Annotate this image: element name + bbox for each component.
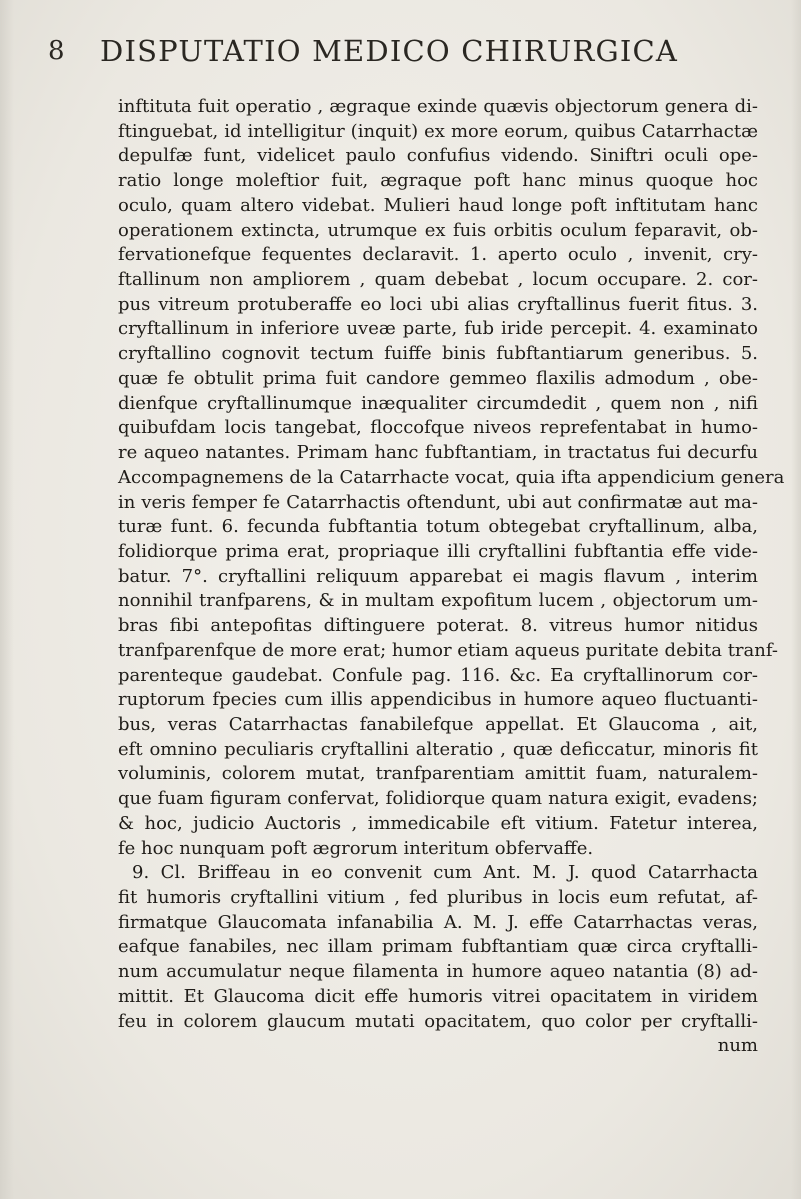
- text-line: cryftallino cognovit tectum fuiffe binis fubftantiarum generibus. 5.: [118, 343, 758, 365]
- text-line: & hoc, judicio Auctoris , immedicabile eft vitium. Fatetur interea,: [118, 812, 758, 834]
- text-line: ftallinum non ampliorem , quam debebat , locum occupare. 2. cor-: [118, 269, 758, 291]
- page-number: 8: [48, 36, 66, 66]
- page-right-shadow: [791, 0, 801, 1199]
- text-line: firmatque Glaucomata infanabilia A. M. J. effe Catarrhactas veras,: [118, 911, 758, 933]
- text-line: num accumulatur neque filamenta in humore aqueo natantia (8) ad-: [118, 961, 758, 983]
- text-line: in veris femper fe Catarrhactis oftendunt, ubi aut confirmatæ aut ma-: [118, 491, 758, 513]
- text-line: operationem extincta, utrumque ex fuis orbitis oculum feparavit, ob-: [118, 219, 758, 241]
- text-line: ruptorum fpecies cum illis appendicibus in humore aqueo fluctuanti-: [118, 689, 758, 711]
- text-line: turæ funt. 6. fecunda fubftantia totum obtegebat cryftallinum, alba,: [118, 516, 758, 538]
- text-line: oculo, quam altero videbat. Mulieri haud longe poft inftitutam hanc: [118, 194, 758, 216]
- text-line: quæ fe obtulit prima fuit candore gemmeo flaxilis admodum , obe-: [118, 367, 758, 389]
- text-line: depulfæ funt, videlicet paulo confufius videndo. Siniftri oculi ope-: [118, 145, 758, 167]
- text-line: feu in colorem glaucum mutati opacitatem, quo color per cryftalli-: [118, 1010, 758, 1032]
- text-line: ratio longe moleftior fuit, ægraque poft hanc minus quoque hoc: [118, 170, 758, 192]
- text-line: fit humoris cryftallini vitium , fed pluribus in locis eum refutat, af-: [118, 887, 758, 908]
- text-line: eft omnino peculiaris cryftallini alteratio , quæ deficcatur, minoris fit: [118, 738, 758, 760]
- text-line: folidiorque prima erat, propriaque illi cryftallini fubftantia effe vide-: [118, 540, 758, 562]
- running-head: [48, 34, 741, 74]
- text-line: Accompagnemens de la Catarrhacte vocat, quia ifta appendicium genera: [118, 466, 785, 488]
- text-line: 9. Cl. Briffeau in eo convenit cum Ant. M. J. quod Catarrhacta: [132, 862, 758, 884]
- text-line: dienfque cryftallinumque inæqualiter circumdedit , quem non , nifi: [118, 392, 758, 414]
- text-line: ftinguebat, id intelligitur (inquit) ex more eorum, quibus Catarrhactæ: [118, 120, 758, 142]
- text-line: quibufdam locis tangebat, floccofque niveos reprefentabat in humo-: [118, 417, 758, 439]
- text-line: inftituta fuit operatio , ægraque exinde quævis objectorum genera di-: [118, 96, 758, 117]
- running-title: DISPUTATIO MEDICO CHIRURGICA: [100, 34, 679, 68]
- body-text: [118, 95, 785, 1059]
- text-line: pus vitreum protuberaffe eo loci ubi alias cryftallinus fuerit fitus. 3.: [118, 293, 758, 315]
- text-line: fervationefque fequentes declaravit. 1. aperto oculo , invenit, cry-: [118, 244, 758, 266]
- text-line: tranfparenfque de more erat; humor etiam aqueus puritate debita tranf-: [118, 639, 778, 661]
- text-line: bras fibi antepofitas diftinguere poterat. 8. vitreus humor nitidus: [118, 615, 758, 637]
- text-line: re aqueo natantes. Primam hanc fubftantiam, in tractatus fui decurfu: [118, 442, 758, 464]
- text-line: bus, veras Catarrhactas fanabilefque appellat. Et Glaucoma , ait,: [118, 713, 758, 735]
- text-line: batur. 7°. cryftallini reliquum apparebat ei magis flavum , interim: [118, 565, 758, 587]
- page-left-shadow: [0, 0, 14, 1199]
- text-line: nonnihil tranfparens, & in multam expofitum lucem , objectorum um-: [118, 590, 758, 612]
- text-line: eafque fanabiles, nec illam primam fubftantiam quæ circa cryftalli-: [118, 936, 758, 958]
- text-line: cryftallinum in inferiore uveæ parte, fub iride percepit. 4. examinato: [118, 318, 758, 340]
- text-line: mittit. Et Glaucoma dicit effe humoris vitrei opacitatem in viridem: [118, 985, 758, 1007]
- text-line: parenteque gaudebat. Confule pag. 116. &c. Ea cryftallinorum cor-: [118, 664, 758, 686]
- text-line: fe hoc nunquam poft ægrorum interitum obfervaffe.: [118, 837, 594, 859]
- text-line: que fuam figuram confervat, folidiorque quam natura exigit, evadens;: [118, 788, 758, 810]
- text-line: voluminis, colorem mutat, tranfparentiam amittit fuam, naturalem-: [118, 763, 758, 785]
- text-line: num: [717, 1035, 758, 1057]
